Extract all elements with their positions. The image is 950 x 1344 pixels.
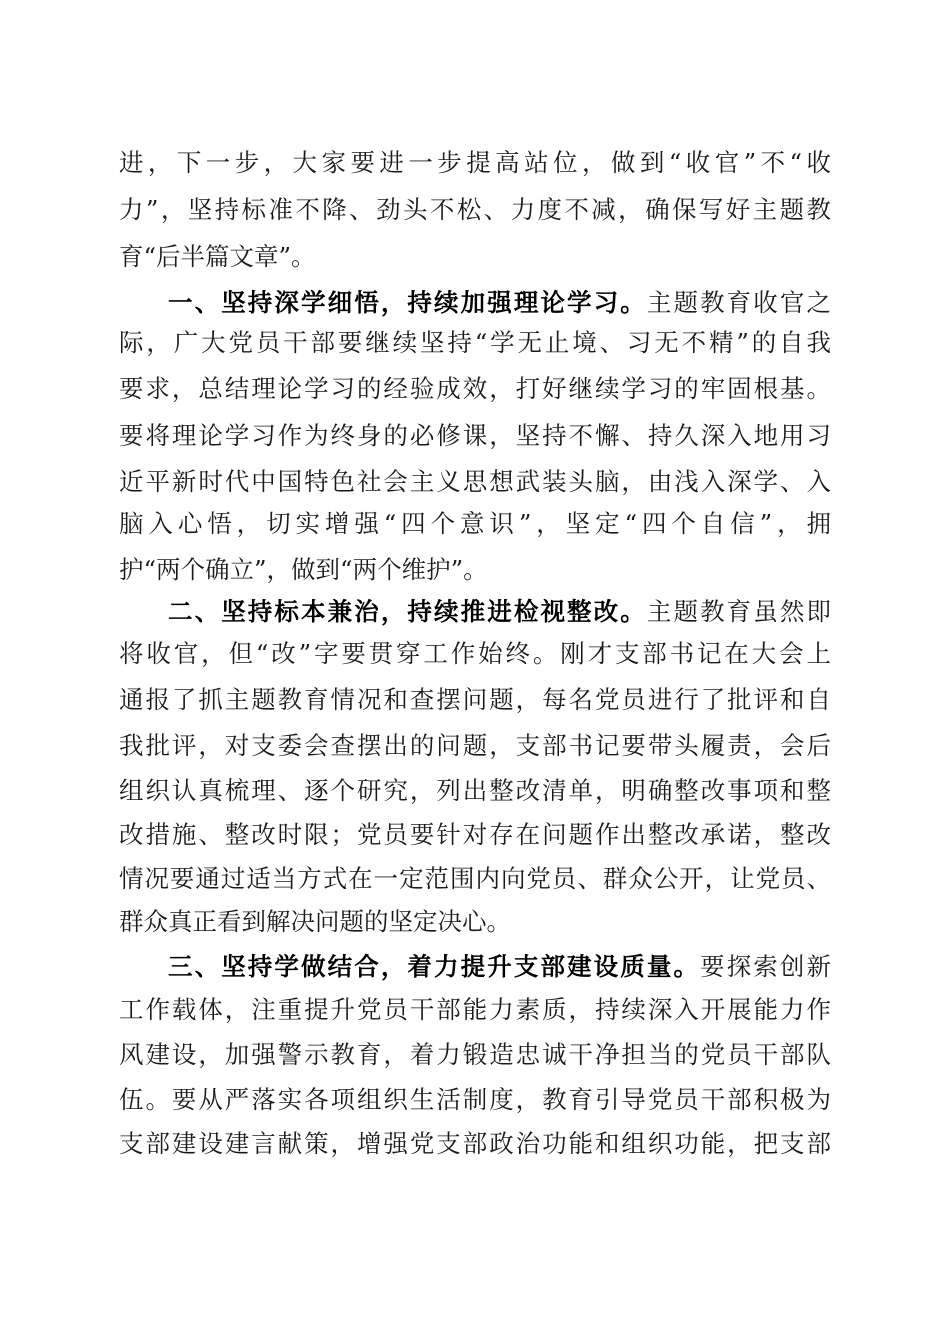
body-line: 情况要通过适当方式在一定范围内向党员、群众公开，让党员、 [119, 864, 831, 893]
body-line: 伍。要从严落实各项组织生活制度，教育引导党员干部积极为 [119, 1085, 831, 1114]
body-line: 要将理论学习作为终身的必修课，坚持不懈、持久深入地用习 [119, 421, 831, 450]
body-line: 将收官，但“改”字要贯穿工作始终。刚才支部书记在大会上 [119, 639, 831, 668]
body-line: 风建设，加强警示教育，着力锻造忠诚干净担当的党员干部队 [119, 1040, 831, 1069]
body-line: 我批评，对支委会查摆出的问题，支部书记要带头履责，会后 [119, 731, 831, 760]
body-line: 进，下一步，大家要进一步提高站位，做到“收官”不“收 [119, 148, 831, 177]
section-heading: 三、坚持学做结合，着力提升支部建设质量。 [168, 952, 701, 981]
body-text: 要探索创新 [700, 952, 832, 981]
section-heading: 一、坚持深学细悟，持续加强理论学习。 [168, 288, 647, 317]
body-line: 工作载体，注重提升党员干部能力素质，持续深入开展能力作 [119, 995, 831, 1024]
body-line: 要求，总结理论学习的经验成效，打好继续学习的牢固根基。 [119, 374, 831, 403]
section-first-line [168, 592, 831, 632]
body-line: 力”，坚持标准不降、劲头不松、力度不减，确保写好主题教 [119, 195, 831, 224]
body-line: 支部建设建言献策，增强党支部政治功能和组织功能，把支部 [119, 1129, 831, 1158]
section-first-line [168, 283, 831, 323]
body-line: 际，广大党员干部要继续坚持“学无止境、习无不精”的自我 [119, 328, 831, 357]
section-heading: 二、坚持标本兼治，持续推进检视整改。 [168, 597, 647, 626]
section-first-line [168, 947, 831, 987]
body-line: 育“后半篇文章”。 [119, 242, 316, 271]
body-line: 近平新时代中国特色社会主义思想武装头脑，由浅入深学、入 [119, 467, 831, 496]
body-line: 改措施、整改时限；党员要针对存在问题作出整改承诺，整改 [119, 820, 831, 849]
body-line: 群众真正看到解决问题的坚定决心。 [119, 907, 511, 936]
body-line: 通报了抓主题教育情况和查摆问题，每名党员进行了批评和自 [119, 685, 831, 714]
body-line: 护“两个确立”，做到“两个维护”。 [119, 555, 488, 584]
body-line: 脑入心悟，切实增强“四个意识”，坚定“四个自信”，拥 [119, 509, 831, 538]
body-text: 主题教育虽然即 [646, 597, 831, 626]
body-line: 组织认真梳理、逐个研究，列出整改清单，明确整改事项和整 [119, 776, 831, 805]
body-text: 主题教育收官之 [646, 288, 831, 317]
